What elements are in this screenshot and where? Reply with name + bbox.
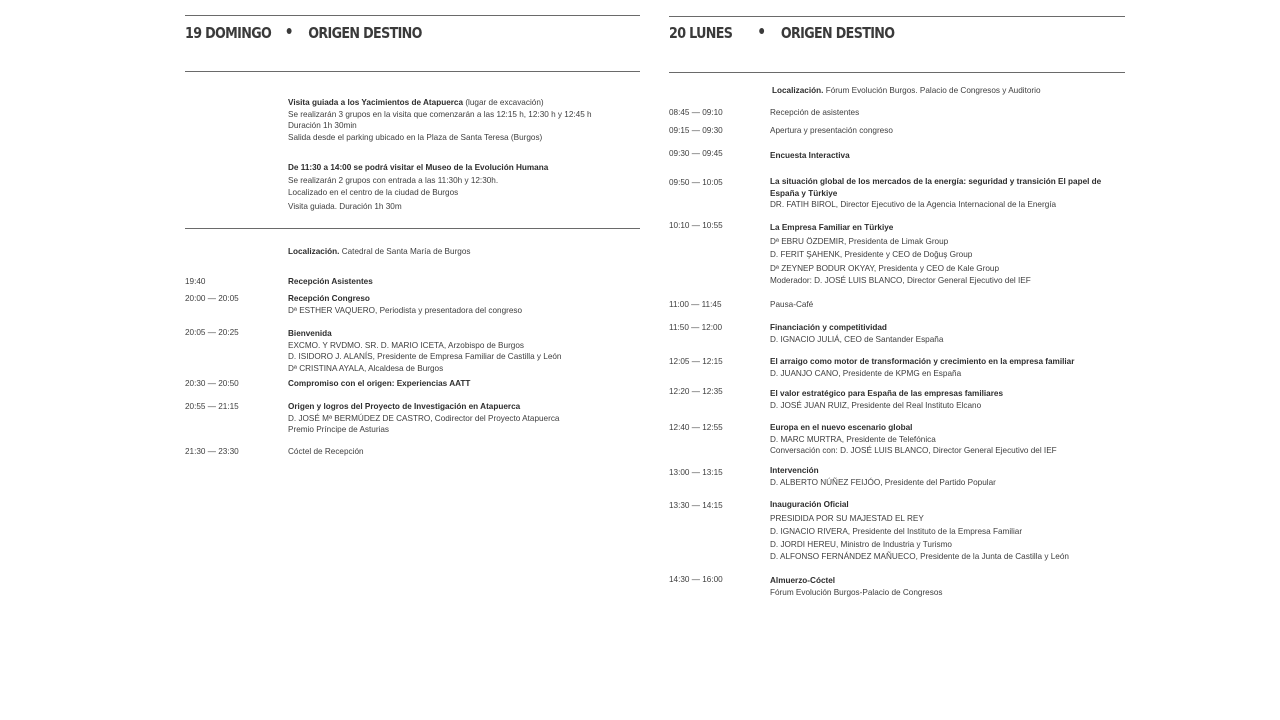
session-time: 09:15 — 09:30: [669, 126, 723, 135]
session-time: 20:55 — 21:15: [185, 402, 239, 411]
day-header: [669, 24, 1043, 46]
session-item: El valor estratégico para España de las empresas familiares D. JOSÉ JUAN RUIZ, Presidente del Real Instituto Elcano: [770, 389, 1004, 410]
session-time: 13:00 — 13:15: [669, 468, 723, 477]
session-item: Cóctel de Recepción: [288, 447, 364, 456]
session-time: 08:45 — 09:10: [669, 108, 723, 117]
session-time: 20:05 — 20:25: [185, 328, 239, 337]
session-time: 20:30 — 20:50: [185, 379, 239, 388]
header-bottom-rule: [669, 72, 1125, 73]
session-time: 21:30 — 23:30: [185, 447, 239, 456]
visit-block: Visita guiada a los Yacimientos de Atapuerca (lugar de excavación) Se realizarán 3 grupos en la visita que comenzarán a las 12:15 h, 12:30 h y 12:45 h Duración 1h 30min Salida desde el parking ubicado en la Plaza de Santa Teresa (Burgos): [288, 98, 592, 142]
session-time: 14:30 — 16:00: [669, 575, 723, 584]
session-item: Inauguración Oficial PRESIDIDA POR SU MAJESTAD EL REY D. IGNACIO RIVERA, Presidente del Instituto de la Empresa Familiar D. JORDI HEREU, Ministro de Industria y Turismo D. ALFONSO FERNÁNDEZ MAÑUECO, Presidente de la Junta de Castilla y León: [770, 500, 1069, 561]
session-item: Recepción de asistentes: [770, 108, 860, 117]
session-item: La Empresa Familiar en Türkiye Dª EBRU ÖZDEMIR, Presidenta de Limak Group D. FERIT ŞAHENK, Presidente y CEO de Doğuş Group Dª ZEYNEP BODUR OKYAY, Presidenta y CEO de Kale Group Moderador: D. JOSÉ LUIS BLANCO, Director General Ejecutivo del IEF: [770, 223, 1031, 285]
session-item: Apertura y presentación congreso: [770, 126, 893, 135]
session-item: Pausa-Café: [770, 300, 814, 309]
day-label: 20 LUNES: [669, 24, 733, 42]
session-item: Almuerzo-Cóctel Fórum Evolución Burgos-Palacio de Congresos: [770, 576, 943, 597]
session-item: Europa en el nuevo escenario global D. MARC MURTRA, Presidente de Telefónica Conversación con: D. JOSÉ LUIS BLANCO, Director General Ejecutivo del IEF: [770, 423, 1057, 455]
location-line: Localización. Catedral de Santa María de Burgos: [288, 247, 471, 256]
section-title: ORIGEN DESTINO: [308, 24, 422, 42]
session-item: El arraigo como motor de transformación y crecimiento en la empresa familiar D. JUANJO CANO, Presidente de KPMG en España: [770, 357, 1075, 378]
session-time: 12:20 — 12:35: [669, 387, 723, 396]
session-time: 19:40: [185, 277, 206, 286]
section-rule: [185, 228, 640, 229]
session-time: 13:30 — 14:15: [669, 501, 723, 510]
bullet-dot-icon: [286, 28, 291, 34]
session-item: Recepción Congreso Dª ESTHER VAQUERO, Periodista y presentadora del congreso: [288, 294, 523, 315]
session-time: 11:50 — 12:00: [669, 323, 723, 332]
session-item: Financiación y competitividad D. IGNACIO JULIÁ, CEO de Santander España: [770, 323, 944, 344]
day-label: 19 DOMINGO: [185, 24, 272, 42]
session-item: La situación global de los mercados de la energía: seguridad y transición El papel de España y Türkiye DR. FATIH BIROL, Director Ejecutivo de la Agencia Internacional de la Energía: [770, 177, 1102, 209]
session-item: Encuesta Interactiva: [770, 151, 850, 160]
session-time: 09:30 — 09:45: [669, 149, 723, 158]
session-time: 10:10 — 10:55: [669, 221, 723, 230]
visit-block: De 11:30 a 14:00 se podrá visitar el Museo de la Evolución Humana Se realizarán 2 grupos con entrada a las 11:30h y 12:30h. Localizado en el centro de la ciudad de Burgos Visita guiada. Duración 1h 30m: [288, 163, 549, 211]
session-item: Bienvenida EXCMO. Y RVDMO. SR. D. MARIO ICETA, Arzobispo de Burgos D. ISIDORO J. ALANÍS, Presidente de Empresa Familiar de Castilla y León Dª CRISTINA AYALA, Alcaldesa de Burgos: [288, 329, 562, 373]
session-time: 20:00 — 20:05: [185, 294, 239, 303]
header-top-rule: [185, 15, 640, 16]
session-time: 09:50 — 10:05: [669, 178, 723, 187]
session-item: Recepción Asistentes: [288, 277, 373, 286]
section-title: ORIGEN DESTINO: [780, 24, 895, 42]
session-time: 11:00 — 11:45: [669, 300, 722, 309]
location-line: Localización. Fórum Evolución Burgos. Palacio de Congresos y Auditorio: [772, 86, 1041, 95]
session-item: Intervención D. ALBERTO NÚÑEZ FEIJÓO, Presidente del Partido Popular: [770, 466, 996, 487]
session-time: 12:05 — 12:15: [669, 357, 723, 366]
bullet-dot-icon: [759, 28, 764, 34]
session-item: Origen y logros del Proyecto de Investigación en Atapuerca D. JOSÉ Mª BERMÚDEZ DE CASTRO, Codirector del Proyecto Atapuerca Premio Príncipe de Asturias: [288, 402, 560, 434]
session-time: 12:40 — 12:55: [669, 423, 723, 432]
header-bottom-rule: [185, 71, 640, 72]
day-header: [185, 24, 558, 46]
session-item: Compromiso con el origen: Experiencias AATT: [288, 379, 471, 388]
header-top-rule: [669, 16, 1125, 17]
